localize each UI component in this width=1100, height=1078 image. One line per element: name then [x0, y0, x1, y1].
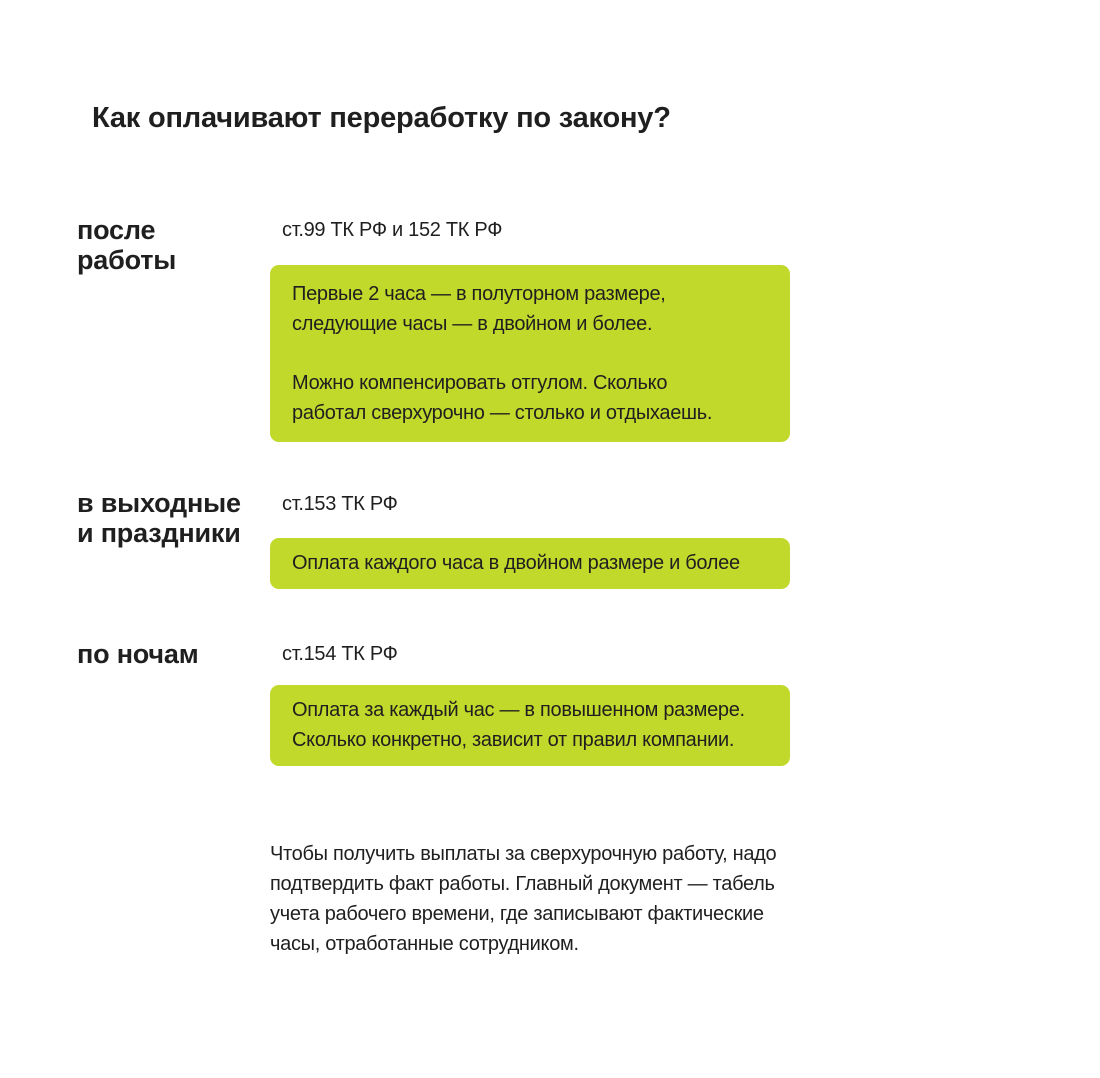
card-line: следующие часы — в двойном и более. [292, 313, 653, 335]
footnote-line: подтвердить факт работы. Главный документ — табель [270, 873, 775, 895]
card-paragraph [292, 279, 768, 339]
card-line: работал сверхурочно — столько и отдыхаешь. [292, 402, 713, 424]
section-label-after-work [77, 215, 176, 275]
footnote-line: часы, отработанные сотрудником. [270, 933, 579, 955]
section-label-line: после [77, 215, 156, 245]
section-label-line: работы [77, 245, 177, 275]
card-line: Первые 2 часа — в полуторном размере, [292, 283, 666, 305]
info-card-weekends-holidays [270, 538, 790, 589]
footnote [270, 839, 776, 959]
page-title: Как оплачивают переработку по закону? [92, 102, 671, 134]
card-paragraph [292, 695, 768, 755]
card-paragraph [292, 368, 768, 428]
card-line: Можно компенсировать отгулом. Сколько [292, 372, 668, 394]
card-line: Оплата каждого часа в двойном размере и более [292, 552, 740, 574]
article-reference-nights: ст.154 ТК РФ [282, 643, 398, 665]
footnote-line: учета рабочего времени, где записывают фактические [270, 903, 764, 925]
section-label-line: в выходные [77, 488, 241, 518]
section-label-nights [77, 639, 199, 669]
section-label-line: и праздники [77, 518, 241, 548]
article-reference-after-work: ст.99 ТК РФ и 152 ТК РФ [282, 219, 503, 241]
section-label-line: по ночам [77, 639, 199, 669]
section-label-weekends-holidays [77, 488, 241, 548]
card-line: Сколько конкретно, зависит от правил компании. [292, 729, 735, 751]
footnote-line: Чтобы получить выплаты за сверхурочную работу, надо [270, 843, 777, 865]
info-card-after-work [270, 265, 790, 442]
card-paragraph [292, 548, 768, 578]
card-line: Оплата за каждый час — в повышенном размере. [292, 699, 745, 721]
article-reference-weekends-holidays: ст.153 ТК РФ [282, 493, 398, 515]
info-card-nights [270, 685, 790, 766]
